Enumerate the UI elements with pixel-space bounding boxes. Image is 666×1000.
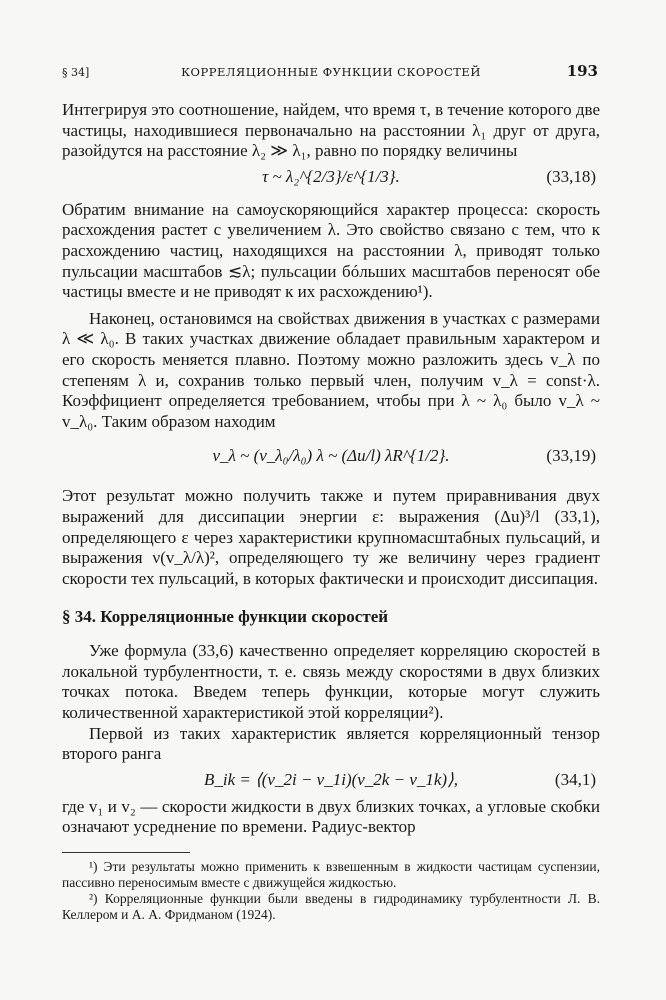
equation-34-1 xyxy=(62,765,600,797)
paragraph-4: Этот результат можно получить также и путем приравнивания двух выражений для диссипации энергии ε: выражения (Δu)³/l (33,1), определяющего ε через характеристики крупномасштабных пульсаций, и выражения ν(v_λ/λ)², определяющего ту же величину через градиент скорости тех пульсаций, в которых фактически и происходит диссипация. xyxy=(62,486,600,588)
footnote-1: ¹) Эти результаты можно применить к взвешенным в жидкости частицам суспензии, пассивно переносимым вместе с движущейся жидкостью. xyxy=(62,859,600,891)
equation-number: (33,19) xyxy=(546,446,596,466)
equation-number: (33,18) xyxy=(546,166,596,186)
equation-formula: B_ik = ⟨(v_2i − v_1i)(v_2k − v_1k)⟩, xyxy=(204,769,458,789)
paragraph-3: Наконец, остановимся на свойствах движения в участках с размерами λ ≪ λ₀. В таких участках движение обладает правильным характером и его скорость меняется плавно. Поэтому можно разложить здесь v_λ по степеням λ и, сохранив только первый член, получим v_λ = const·λ. Коэффициент определяется требованием, чтобы при λ ~ λ₀ было v_λ ~ v_λ₀. Таким образом находим xyxy=(62,308,600,431)
paragraph-1: Интегрируя это соотношение, найдем, что время τ, в течение которого две частицы, находившиеся первоначально на расстоянии λ₁ друг от друга, разойдутся на расстояние λ₂ ≫ λ₁, равно по порядку величины xyxy=(62,100,600,161)
footnote-2: ²) Корреляционные функции были введены в гидродинамику турбулентности Л. В. Келлером и А. А. Фридманом (1924). xyxy=(62,891,600,923)
section-heading: § 34. Корреляционные функции скоростей xyxy=(62,607,389,627)
page-number: 193 xyxy=(566,62,598,80)
page xyxy=(62,62,600,923)
paragraph-7: где v₁ и v₂ — скорости жидкости в двух близких точках, а угловые скобки означают усреднение по времени. Радиус-вектор xyxy=(62,796,600,837)
equation-number: (34,1) xyxy=(554,769,596,789)
header-running-title: КОРРЕЛЯЦИОННЫЕ ФУНКЦИИ СКОРОСТЕЙ xyxy=(181,65,481,79)
footnote-divider xyxy=(62,852,190,853)
running-header xyxy=(62,62,600,86)
paragraph-5: Уже формула (33,6) качественно определяет корреляцию скоростей в локальной турбулентности, т. е. связь между скоростями в двух близких точках потока. Введем теперь функции, которые могут служить количественной характеристикой этой корреляции²). xyxy=(62,641,600,723)
paragraph-6: Первой из таких характеристик является корреляционный тензор второго ранга xyxy=(62,723,600,764)
equation-33-19 xyxy=(62,432,600,480)
equation-formula: v_λ ~ (v_λ₀/λ₀) λ ~ (Δu/l) λR^{1/2}. xyxy=(212,446,450,466)
paragraph-2: Обратим внимание на самоускоряющийся характер процесса: скорость расхождения растет с увеличением λ. Это свойство связано с тем, что к расхождению частиц, находящихся на расстоянии λ, приводят только пульсации масштабов ≲λ; пульсации бóльших масштабов переносят обе частицы вместе и не приводят к их расхождению¹). xyxy=(62,199,600,302)
equation-33-18 xyxy=(62,162,600,194)
equation-formula: τ ~ λ₂^{2/3}/ε^{1/3}. xyxy=(262,166,400,186)
header-section-ref: § 34] xyxy=(62,66,90,79)
